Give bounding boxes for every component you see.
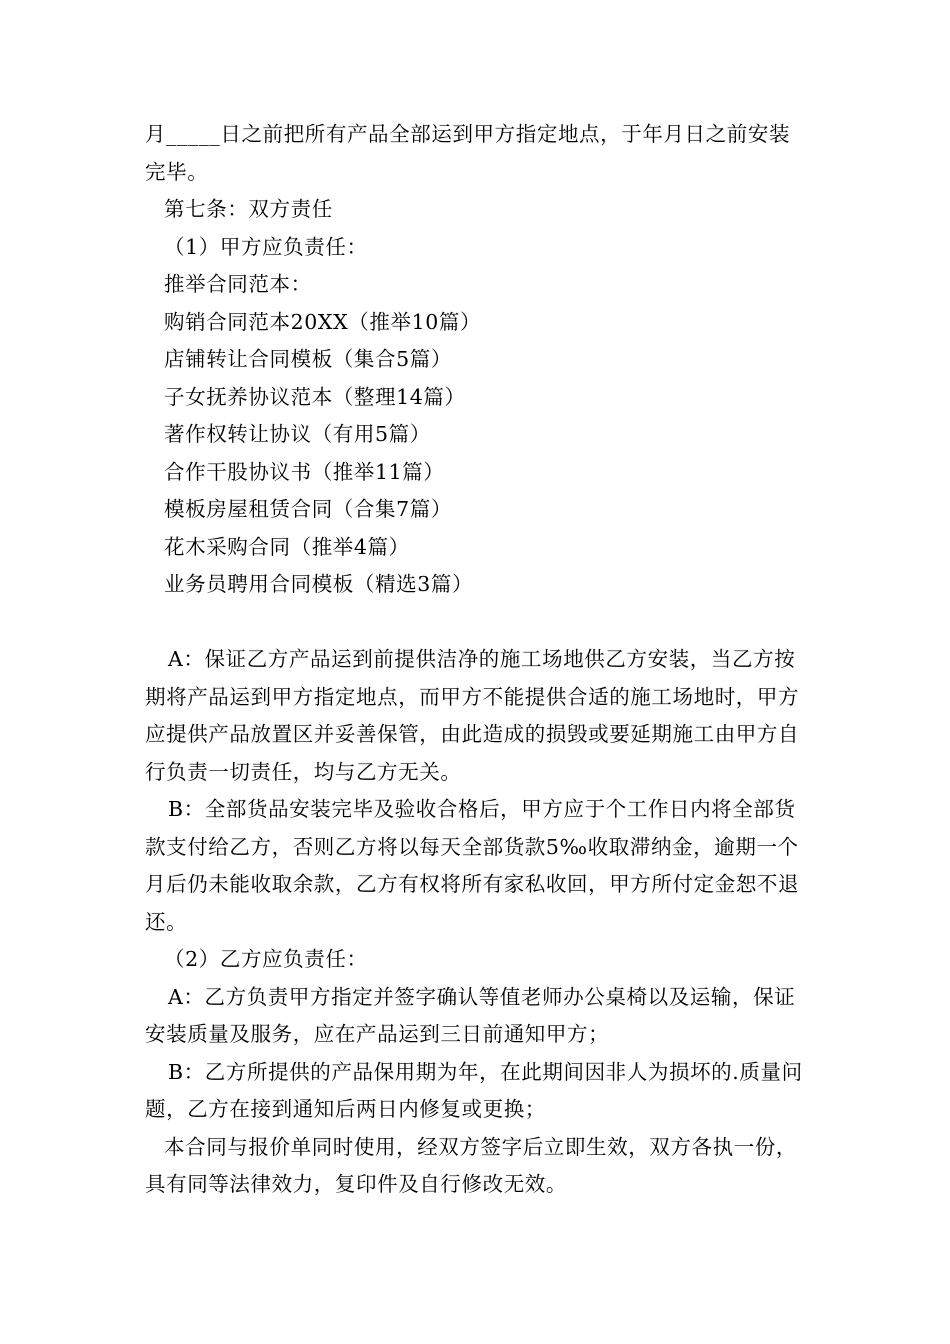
party-b-clause-b: B：乙方所提供的产品保用期为年，在此期间因非人为损坏的.质量问题，乙方在接到通知后两日内修复或更换； (145, 1059, 803, 1121)
contract-effectiveness-clause: 本合同与报价单同时使用，经双方签字后立即生效，双方各执一份，具有同等法律效力，复印件及自行修改无效。 (145, 1134, 797, 1196)
recommended-template-item: 店铺转让合同模板（集合5篇） (164, 347, 452, 371)
party-b-clause-a: A：乙方负责甲方指定并签字确认等值老师办公桌椅以及运输，保证安装质量及服务，应在产品运到三日前通知甲方； (145, 984, 796, 1046)
party-a-clause-b: B：全部货品安装完毕及验收合格后，甲方应于个工作日内将全部货款支付给乙方，否则乙方将以每天全部货款5‰收取滞纳金，逾期一个月后仍未能收取余款，乙方有权将所有家私收回，甲方所付定金恕不退还。 (145, 797, 800, 934)
document-body (145, 116, 810, 1204)
recommended-templates-heading: 推举合同范本： (164, 272, 312, 296)
article-seven-heading: 第七条：双方责任 (164, 197, 333, 221)
party-a-clause-a: A：保证乙方产品运到前提供洁净的施工场地供乙方安装，当乙方按期将产品运到甲方指定地点，而甲方不能提供合适的施工场地时，甲方应提供产品放置区并妥善保管，由此造成的损毁或要延期施工由甲方自行负责一切责任，均与乙方无关。 (145, 647, 800, 784)
blank-line (145, 604, 810, 642)
recommended-template-item: 业务员聘用合同模板（精选3篇） (164, 572, 474, 596)
paragraph-delivery-continuation: 月_____日之前把所有产品全部运到甲方指定地点，于年月日之前安装完毕。 (145, 122, 791, 184)
recommended-template-item: 子女抚养协议范本（整理14篇） (164, 384, 466, 409)
recommended-template-item: 合作干股协议书（推举11篇） (164, 459, 445, 484)
recommended-template-item: 模板房屋租赁合同（合集7篇） (164, 497, 452, 521)
recommended-template-item: 花木采购合同（推举4篇） (164, 534, 410, 559)
party-b-duties-heading: （2）乙方应负责任： (164, 947, 368, 971)
recommended-template-item: 购销合同范本20XX（推举10篇） (164, 309, 482, 334)
recommended-template-item: 著作权转让协议（有用5篇） (164, 422, 431, 446)
party-a-duties-heading: （1）甲方应负责任： (164, 234, 368, 259)
